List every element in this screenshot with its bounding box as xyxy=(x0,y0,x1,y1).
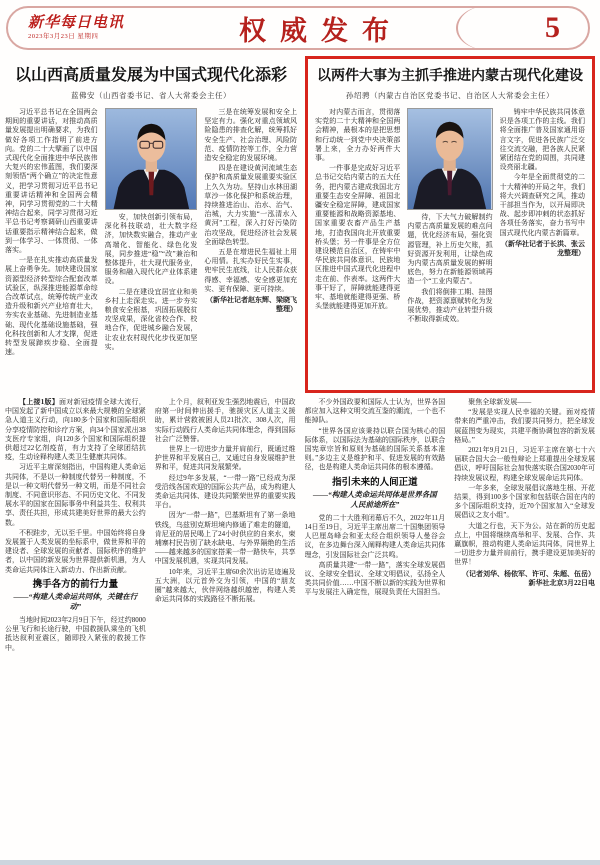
text-column xyxy=(155,398,296,856)
text-column xyxy=(5,108,98,384)
sub-headline-quote: ——“构建人类命运共同体，关键在行动” xyxy=(13,592,138,612)
page-number-area xyxy=(450,8,588,48)
article-neimenggu-body xyxy=(315,108,585,384)
paper-logo xyxy=(8,15,178,41)
sub-headline-quote: ——“构建人类命运共同体是世界各国人民前途所在” xyxy=(313,489,437,509)
body-paragraph: 习近平主席深刻指出，中国构建人类命运共同体，不是以一种制度代替另一种制度，不是以一种文明代替另一种文明，而是不同社会制度、不同意识形态、不同历史文化、不同发展水平的国家在国际事务中利益共生、权利共享、责任共担，形成共建美好世界的最大公约数。 xyxy=(5,463,146,527)
body-paragraph: 不积跬步，无以至千里。中国始终将自身发展置于人类发展的坐标系中，做世界和平的建设者、全球发展的贡献者、国际秩序的维护者，以中国的新发展为世界提供新机遇，为人类命运共同体注入新动力、作出新贡献。 xyxy=(5,528,146,574)
article-shanxi-body xyxy=(5,108,297,384)
text-column xyxy=(407,213,492,324)
headline-shanxi: 以山西高质量发展为中国式现代化添彩 xyxy=(14,67,287,84)
sub-headline: 携手各方的前行力量 xyxy=(32,578,119,590)
section-title: 权威发布 xyxy=(239,15,403,46)
portrait-photo-lan-foan xyxy=(105,108,198,210)
page-number-arc xyxy=(456,6,518,50)
body-paragraph: 党的二十大胜利闭幕后不久，2022年11月14日至19日，习近平主席出席二十国集团领导人巴厘岛峰会和亚太经合组织领导人曼谷会议，在多边舞台深入阐释构建人类命运共同体理念，引发国际社会广泛共鸣。 xyxy=(304,513,446,559)
body-paragraph: 三是在统筹发展和安全上坚定有力。强化对重点领域风险隐患的排查化解，统筹抓好安全生产、社会治理、风险防范、疫情防控等工作，全力营造安全稳定的发展环境。 xyxy=(204,108,297,163)
body-paragraph: 世界上一切进步力量并肩前行，既通过维护世界和平发展自己，又通过自身发展维护世界和平，促进共同发展繁荣。 xyxy=(154,445,296,472)
body-paragraph: 对内蒙古而言，贯彻落实党的二十大精神和全国两会精神，最根本的是把思想和行动统一到党中央决策部署上来，全力办好两件大事。 xyxy=(315,108,401,163)
masthead-box xyxy=(6,6,590,50)
body-paragraph: 二是在建设宜居宜业和美乡村上走深走实。进一步夯实粮食安全根基，巩固拓展脱贫攻坚成果，深化省校合作、校地合作，促进城乡融合发展，让农业农村现代化步伐更加坚实。 xyxy=(104,287,198,351)
credit-line: （记者刘华、杨依军、许可、朱超、伍岳） xyxy=(462,569,595,578)
headline-neimenggu: 以两件大事为主抓手推进内蒙古现代化建设 xyxy=(317,69,583,84)
body-paragraph: 五是在增进民生福祉上用心用情。扎实办好民生实事，兜牢民生底线，让人民群众获得感、幸福感、安全感更加充实、更有保障、更可持续。 xyxy=(204,248,297,293)
body-paragraph: 四是在建设黄河流域生态保护和高质量发展重要实验区上久久为功。坚持山水林田湖草沙一体化保护和系统治理，持续推进治山、治水、治气、治城，大力实施“一泓清水入黄河”工程，深入打好污染防治攻坚战，促进经济社会发展全面绿色转型。 xyxy=(204,164,297,246)
byline-shanxi: 蓝佛安（山西省委书记、省人大常委会主任） xyxy=(71,91,231,100)
body-paragraph: 我们将倒排工期、挂图作战，把资源禀赋转化为发展优势，推动产业转型升级不断取得新成效。 xyxy=(407,287,493,324)
body-paragraph: 安，加快创新引领布局，深化科技联动，壮大数字经济，加快数实融合，推动产业高端化、智能化、绿色化发展，同步推进“稳”“改”兼治和整体提升，壮大现代服务业，服务和融入现代化产业体系建设。 xyxy=(104,213,198,286)
text-column xyxy=(305,398,446,856)
portrait-illustration xyxy=(408,109,491,209)
text-column xyxy=(407,108,492,384)
article-shanxi xyxy=(5,56,297,393)
dateline: 新华社北京3月22日电 xyxy=(528,578,595,587)
body-paragraph: 不少外国政要和国际人士认为，世界各国都应加入这种文明交流互鉴的潮流，一个也不能掉队。 xyxy=(304,398,446,425)
top-articles-zone xyxy=(5,56,595,393)
body-paragraph: 【上接1版】面对新冠疫情全球大流行，中国发起了新中国成立以来最大规模的全球紧急人道主义行动，向180多个国家和国际组织分享疫情防控和诊疗方案，向34个国家派出38支医疗专家组，向120多个国家和国际组织提供超过22亿剂疫苗，有力支持了全球团结抗疫，生动诠释构建人类卫生健康共同体。 xyxy=(5,398,146,462)
body-paragraph: 因为“一带一路”，巴基斯坦有了第一条地铁线，乌兹别克斯坦境内修通了难走的隧道，肯尼亚的居民喝上了24小时供应的自来水，柬埔寨村民告别了缺水缺电、与外界隔绝的生活——越来越多的国家搭乘一带一路快车，共享中国发展机遇，实现共同发展。 xyxy=(154,511,296,566)
text-column xyxy=(204,108,297,384)
body-paragraph: 经过9年多发展，“一带一路”已经成为深受沿线各国欢迎的国际公共产品，成为构建人类命运共同体、建设共同繁荣世界的重要实践平台。 xyxy=(154,473,296,510)
portrait-illustration xyxy=(106,109,197,209)
body-paragraph: 上个月，叙利亚发生强烈地震后，中国政府第一时间伸出援手，驰援灾区人道主义援助，累计营救被困人员21批次、308人次，用实际行动践行人类命运共同体理念，得到国际社会广泛赞誉。 xyxy=(154,398,296,443)
text-column xyxy=(454,398,595,856)
continued-from-page-1-tag: 【上接1版】 xyxy=(19,398,59,406)
portrait-photo-sun-shaocheng xyxy=(407,108,492,210)
text-column xyxy=(315,108,400,384)
body-paragraph: 2021年9月21日，习近平主席在第七十六届联合国大会一般性辩论上郑重提出全球发展倡议，呼吁国际社会加快落实联合国2030年可持续发展议程，构建全球发展命运共同体。 xyxy=(454,446,595,482)
body-paragraph: “世界各国应该秉持以联合国为核心的国际体系，以国际法为基础的国际秩序，以联合国宪章宗旨和原则为基础的国际关系基本准则。”多边主义是维护和平、促进发展的有效路径，也是构建人类命运共同体的根本遵循。 xyxy=(304,426,446,472)
continued-article-zone xyxy=(5,398,595,856)
body-paragraph: 大道之行也，天下为公。站在新的历史起点上，中国将继续高举和平、发展、合作、共赢旗帜，推动构建人类命运共同体，同世界上一切进步力量并肩前行，携手建设更加美好的世界！ xyxy=(454,521,595,567)
paper-name: 新华每日电讯 xyxy=(28,15,125,31)
body-paragraph: 待，下大气力破解制约内蒙古高质量发展的难点问题，优化经济布局，强化资源管理，补上历史欠账，抓好资源开发利用，让绿色成为内蒙古高质量发展的鲜明底色，努力在新能源领域再造一个“工业内蒙古”。 xyxy=(407,213,493,286)
credit-line: （新华社记者赵东辉、梁晓飞整理） xyxy=(206,296,297,314)
body-paragraph: “发展是实现人民幸福的关键。面对疫情带来的严重冲击，我们要共同努力，把全球发展蓝图变为现实，共建平衡协调包容的新发展格局。” xyxy=(454,408,595,444)
body-paragraph: 一是在扎实推动高质量发展上奋勇争先。加快建设国家资源型经济转型综合配套改革试验区，纵深推进能源革命综合改革试点，统筹传统产业改造升级和新兴产业培育壮大，夯实农业基础、先进制造业基础、现代化基础设施基础，强化科技创新和人才支撑，促进转型发展蹄疾步稳、全面提速。 xyxy=(5,256,98,357)
article-neimenggu-highlight-box xyxy=(305,56,595,393)
body-paragraph: 10年来，习近平主席60余次出访足迹遍及五大洲，以元首外交为引领，中国的“朋友圈”越来越大，伙伴网络越织越密，构建人类命运共同体的实践路径不断拓展。 xyxy=(154,567,296,604)
text-column xyxy=(500,108,585,384)
text-column xyxy=(105,213,198,352)
text-column xyxy=(105,108,198,384)
body-paragraph: 铸牢中华民族共同体意识是各项工作的主线。我们将全面推广普及国家通用语言文字，促进各民族广泛交往交流交融，把各族人民紧紧团结在党的周围，共同建设亮丽北疆。 xyxy=(499,108,585,172)
paper-date: 2023年3月23日 星期四 xyxy=(28,33,99,40)
body-paragraph: 当地时间2023年2月9日下午，经过约8000公里飞行和长途行驶，中国救援队乘坐的飞机抵达叙利亚震区，随即投入紧张的救援工作中。 xyxy=(5,616,146,652)
body-paragraph: 习近平总书记在全国两会期间的重要讲话，对推动高质量发展提出明确要求，为我们做好各项工作指明了前进方向。党的二十大擘画了以中国式现代化全面推进中华民族伟大复兴的宏伟蓝图，我们要深刻领悟“两个确立”的决定性意义，把学习贯彻习近平总书记重要讲话精神和全国两会精神，同学习贯彻党的二十大精神结合起来，同学习贯彻习近平总书记考察调研山西重要讲话重要指示精神结合起来，做到一体学习、一体贯彻、一体落实。 xyxy=(5,108,98,255)
scan-edge-strip xyxy=(0,860,600,865)
page-number: 5 xyxy=(545,11,560,44)
credit-line: （新华社记者于长洪、张云龙整理） xyxy=(500,239,585,258)
body-paragraph: 聚焦全球新发展—— xyxy=(468,398,532,406)
body-paragraph: 一件事是完成好习近平总书记交给内蒙古的五大任务，把内蒙古建成我国北方重要生态安全屏障、祖国北疆安全稳定屏障，建成国家重要能源和战略资源基地、国家重要农畜产品生产基地，打造我国向北开放重要桥头堡；另一件事是全方位建设模范自治区，在铸牢中华民族共同体意识、民族地区推进中国式现代化进程中走在前、作表率。这两件大事干好了，屏障就能建得更牢、基地就能建得更强、桥头堡就能建得更加开放。 xyxy=(315,164,401,311)
sub-headline: 指引未来的人间正道 xyxy=(332,476,418,488)
body-paragraph: 一年多来，全球发展倡议落地生根、开花结果，得到100多个国家和包括联合国在内的多个国际组织支持，近70个国家加入“全球发展倡议之友小组”。 xyxy=(454,483,595,520)
body-paragraph: 高质量共建“一带一路”，落实全球发展倡议、全球安全倡议、全球文明倡议，弘扬全人类共同价值……中国不断以新的实践为世界和平与发展注入确定性，展现负责任大国担当。 xyxy=(304,560,446,597)
body-paragraph: 今年是全面贯彻党的二十大精神的开局之年，我们将大兴调查研究之风，推动干部担当作为，以开局即决战、起步即冲刺的状态抓好各项任务落实，奋力书写中国式现代化内蒙古新篇章。 xyxy=(499,173,585,237)
byline-neimenggu: 孙绍骋（内蒙古自治区党委书记、自治区人大常委会主任） xyxy=(346,91,554,100)
text-column xyxy=(5,398,146,856)
